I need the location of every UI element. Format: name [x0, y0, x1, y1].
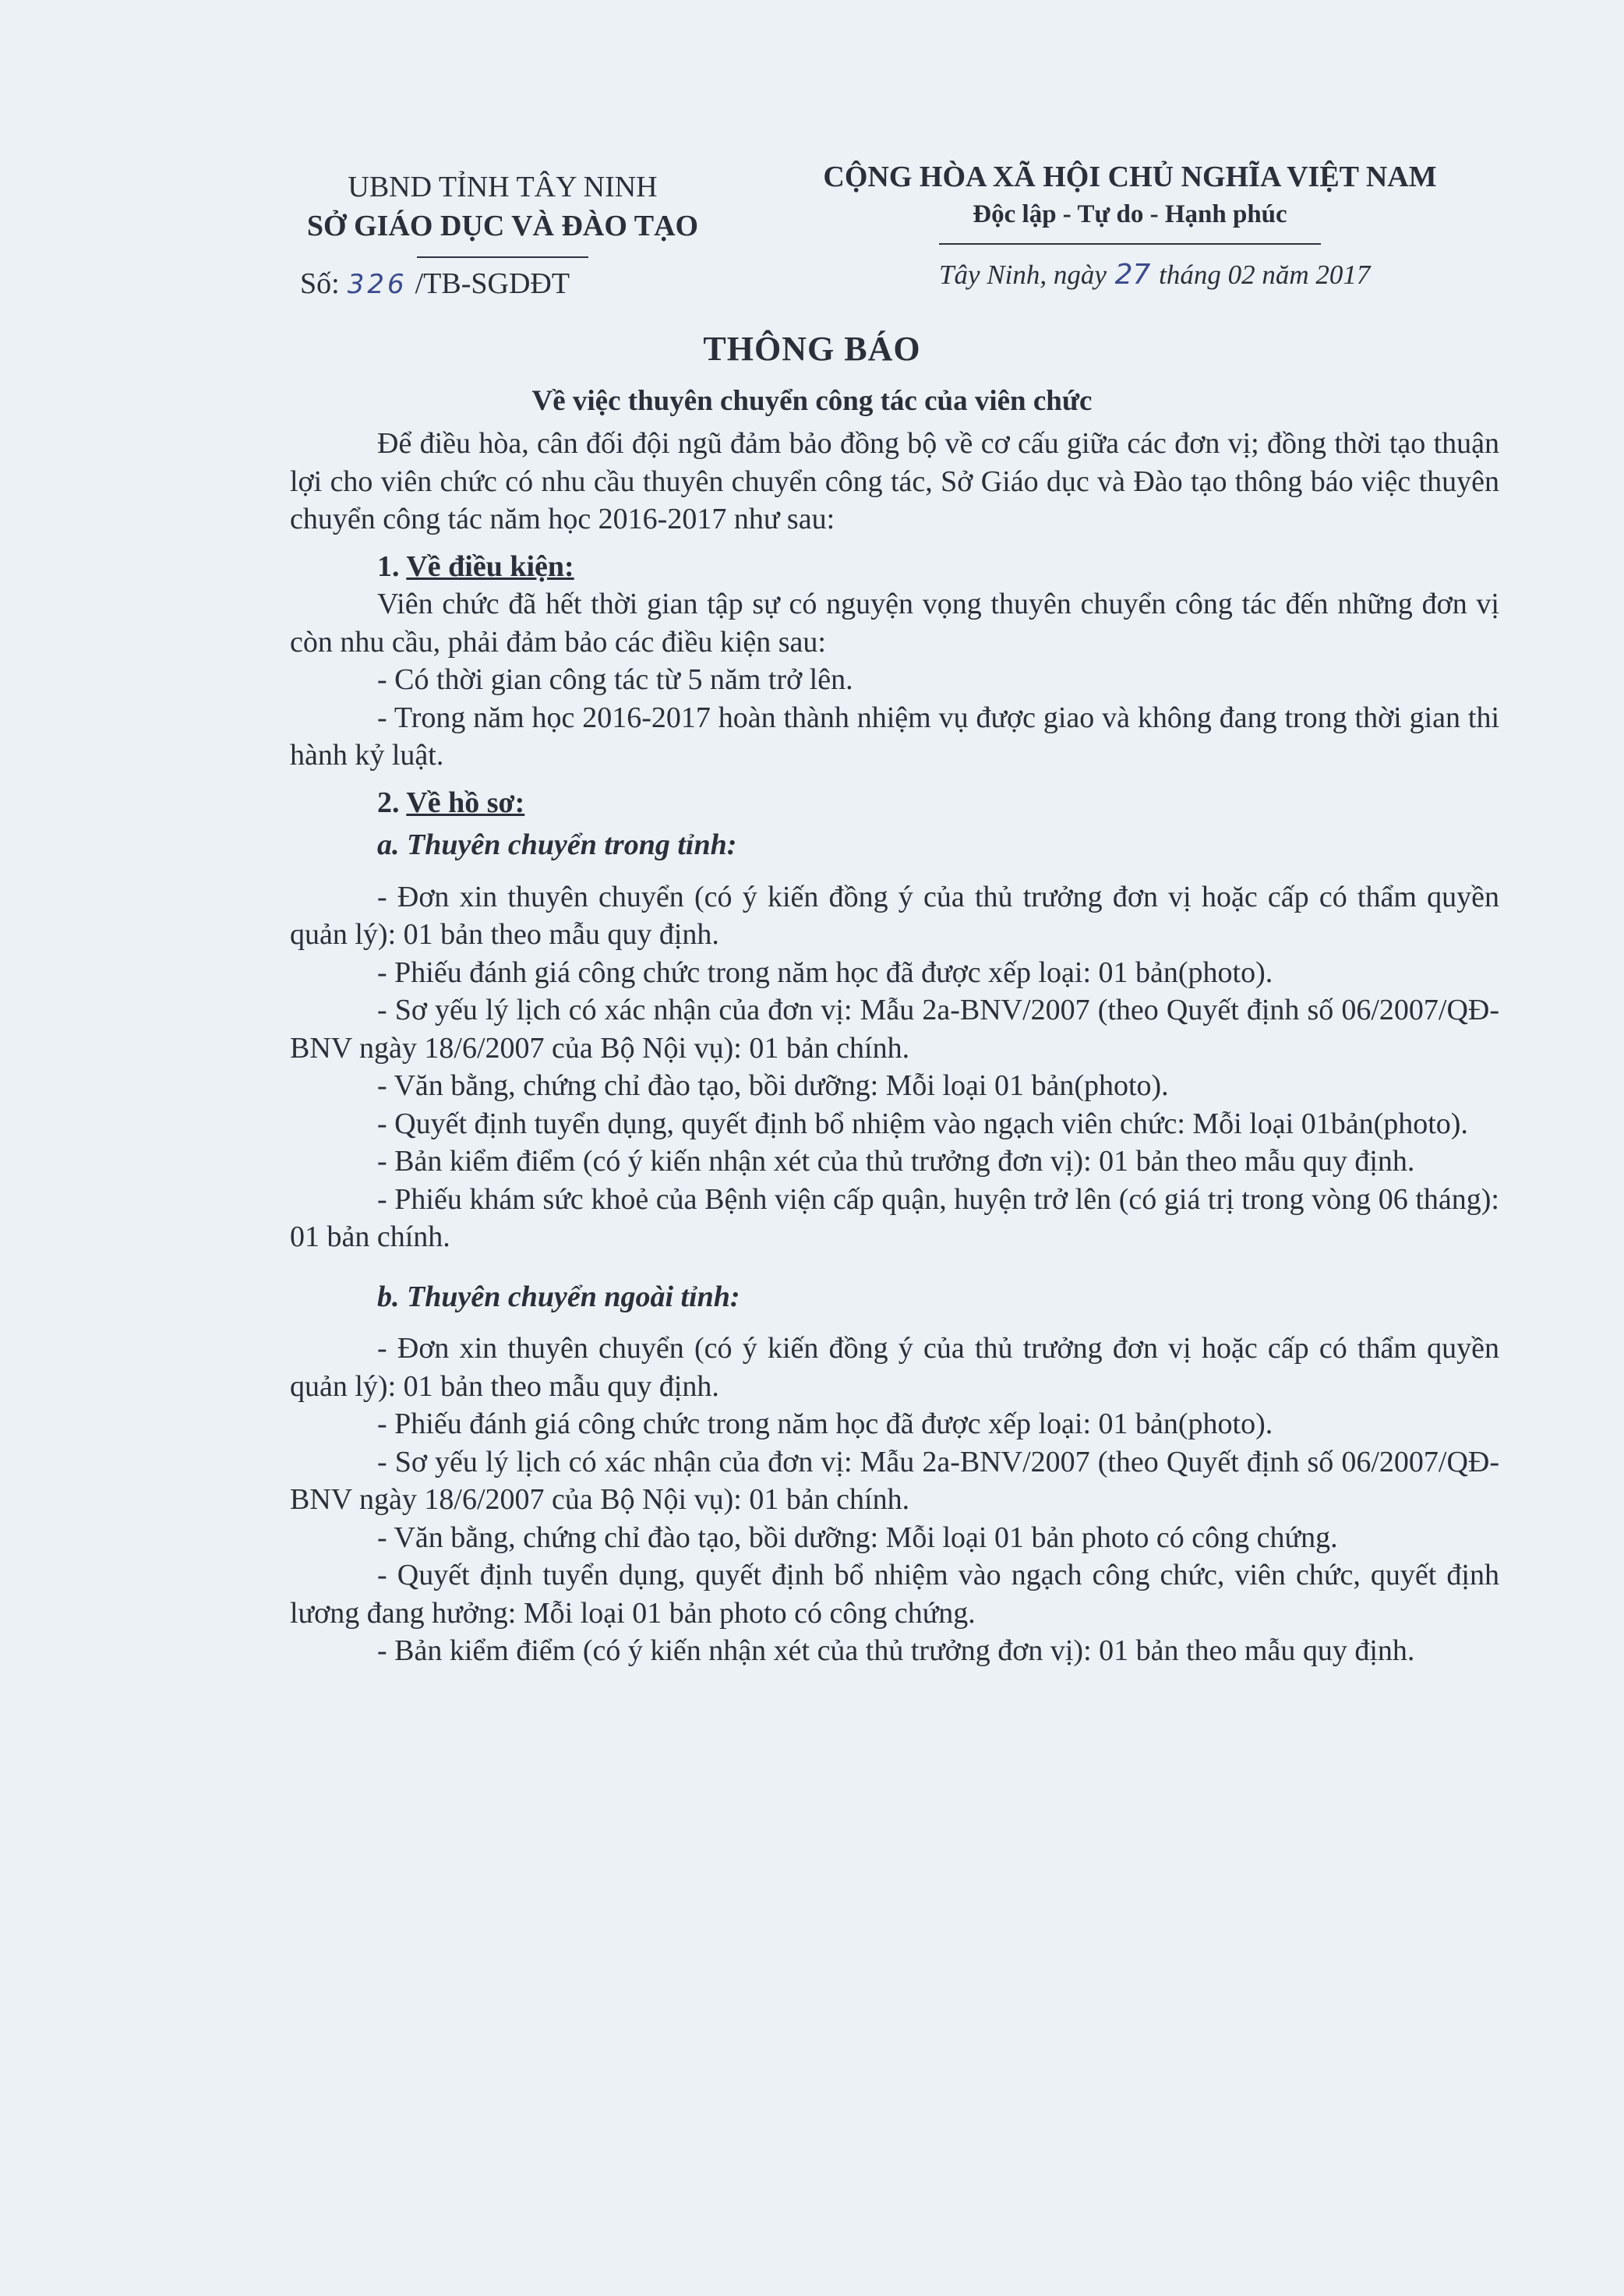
subsection-a-item: - Quyết định tuyển dụng, quyết định bổ nhiệm vào ngạch viên chức: Mỗi loại 01bản(photo). [377, 1107, 1468, 1140]
subsection-a-item: - Phiếu khám sức khoẻ của Bệnh viện cấp quận, huyện trở lên (có giá trị trong vòng 06 tháng): 01 bản chính. [290, 1182, 1499, 1253]
subsection-a-heading: a. Thuyên chuyển trong tỉnh: [377, 828, 737, 861]
motto-underline [939, 243, 1321, 245]
document-body [290, 425, 1499, 1670]
intro-paragraph: Để điều hòa, cân đối đội ngũ đảm bảo đồng bộ về cơ cấu giữa các đơn vị; đồng thời tạo thuận lợi cho viên chức có nhu cầu thuyên chuyển công tác, Sở Giáo dục và Đào tạo thông báo việc thuyên chuyển công tác năm học 2016-2017 như sau: [290, 427, 1499, 535]
section-1-number: 1. [377, 549, 400, 583]
subsection-b-item: - Quyết định tuyển dụng, quyết định bổ nhiệm vào ngạch công chức, viên chức, quyết định lương đang hưởng: Mỗi loại 01 bản photo có công chứng. [290, 1559, 1499, 1630]
doc-number-prefix: Số: [300, 267, 340, 300]
subsection-b-item: - Bản kiểm điểm (có ý kiến nhận xét của thủ trưởng đơn vị): 01 bản theo mẫu quy định. [377, 1634, 1415, 1667]
subsection-b-item: - Phiếu đánh giá công chức trong năm học đã được xếp loại: 01 bản(photo). [377, 1408, 1273, 1440]
date-day-handwritten: 27 [1114, 259, 1151, 291]
section-2-number: 2. [377, 786, 400, 819]
section-2-title: Về hồ sơ: [406, 786, 525, 819]
issuer-underline [417, 256, 588, 258]
date-rest: tháng 02 năm 2017 [1159, 260, 1371, 290]
document-subtitle: Về việc thuyên chuyển công tác của viên chức [531, 385, 1093, 417]
national-motto: Độc lập - Tự do - Hạnh phúc [973, 200, 1287, 228]
date-line [939, 259, 1370, 291]
doc-number-suffix: /TB-SGDĐT [415, 267, 570, 300]
issuer-block [257, 168, 748, 258]
section-1-item: - Trong năm học 2016-2017 hoàn thành nhiệm vụ được giao và không đang trong thời gian thi hành kỷ luật. [290, 701, 1499, 772]
section-1-item: - Có thời gian công tác từ 5 năm trở lên. [377, 663, 853, 696]
subsection-b-item: - Sơ yếu lý lịch có xác nhận của đơn vị: Mẫu 2a-BNV/2007 (theo Quyết định số 06/2007/QĐ-BNV ngày 18/6/2007 của Bộ Nội vụ): 01 bản chính. [290, 1445, 1499, 1516]
subsection-a-item: - Bản kiểm điểm (có ý kiến nhận xét của thủ trưởng đơn vị): 01 bản theo mẫu quy định. [377, 1145, 1415, 1178]
document-title: THÔNG BÁO [703, 330, 921, 368]
agency-name: UBND TỈNH TÂY NINH [348, 171, 658, 203]
subsection-a-item: - Phiếu đánh giá công chức trong năm học đã được xếp loại: 01 bản(photo). [377, 955, 1273, 989]
section-1-title: Về điều kiện: [406, 549, 574, 583]
national-header [771, 157, 1488, 245]
section-1-intro: Viên chức đã hết thời gian tập sự có nguyện vọng thuyên chuyển công tác đến những đơn vị còn nhu cầu, phải đảm bảo các điều kiện sau: [290, 588, 1499, 659]
doc-number-handwritten: 326 [347, 269, 408, 300]
section-1-heading [290, 548, 1499, 586]
subsection-a-item: - Đơn xin thuyên chuyển (có ý kiến đồng ý của thủ trưởng đơn vị hoặc cấp có thẩm quyền quản lý): 01 bản theo mẫu quy định. [290, 880, 1499, 951]
subsection-b-item: - Văn bằng, chứng chỉ đào tạo, bồi dưỡng: Mỗi loại 01 bản photo có công chứng. [377, 1521, 1338, 1554]
document-number [300, 267, 570, 301]
subsection-b-heading: b. Thuyên chuyển ngoài tỉnh: [377, 1280, 740, 1313]
subsection-a-item: - Sơ yếu lý lịch có xác nhận của đơn vị: Mẫu 2a-BNV/2007 (theo Quyết định số 06/2007/QĐ-BNV ngày 18/6/2007 của Bộ Nội vụ): 01 bản chính. [290, 994, 1499, 1065]
subsection-a-item: - Văn bằng, chứng chỉ đào tạo, bồi dưỡng: Mỗi loại 01 bản(photo). [377, 1069, 1169, 1102]
department-name: SỞ GIÁO DỤC VÀ ĐÀO TẠO [306, 210, 699, 242]
date-place: Tây Ninh, ngày [939, 260, 1107, 290]
country-name: CỘNG HÒA XÃ HỘI CHỦ NGHĨA VIỆT NAM [823, 161, 1437, 193]
subsection-b-item: - Đơn xin thuyên chuyển (có ý kiến đồng ý của thủ trưởng đơn vị hoặc cấp có thẩm quyền quản lý): 01 bản theo mẫu quy định. [290, 1332, 1499, 1403]
section-2-heading [290, 784, 1499, 822]
